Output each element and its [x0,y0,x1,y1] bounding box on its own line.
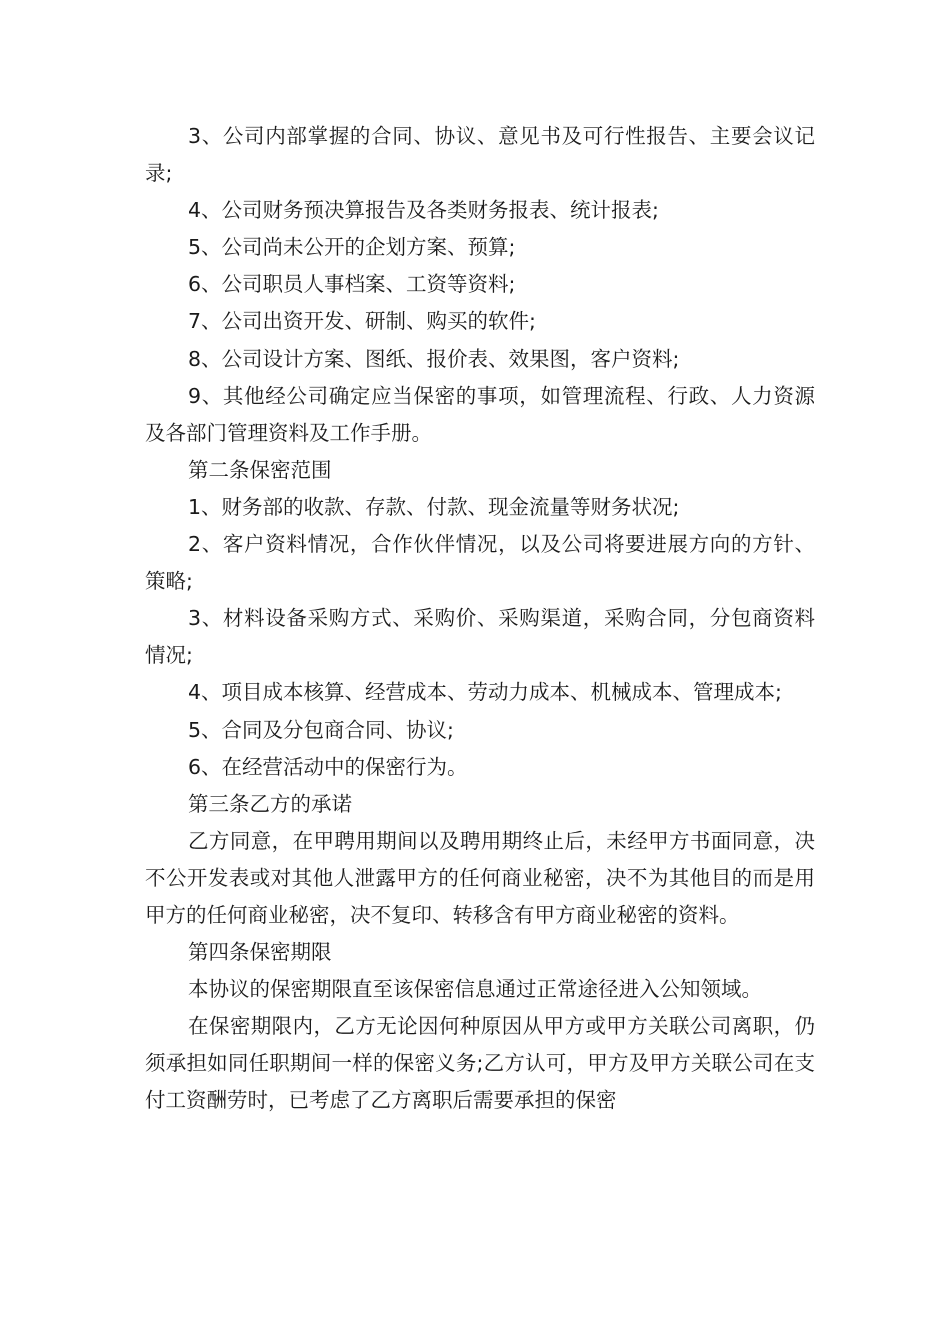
scope-item-finance: 1、财务部的收款、存款、付款、现金流量等财务状况; [188,494,680,519]
scope-item-costs: 4、项目成本核算、经营成本、劳动力成本、机械成本、管理成本; [188,680,782,705]
term-paragraph-2: 在保密期限内，乙方无论因何种原因从甲方或甲方关联公司离职，仍须承担如同任职期间一样的保密义务;乙方认可，甲方及甲方关联公司在支付工资酬劳时，已考虑了乙方离职后需要承担的保密 [145,1014,815,1113]
section-heading-term: 第四条保密期限 [188,940,332,965]
list-item-personnel-files: 6、公司职员人事档案、工资等资料; [188,272,516,297]
scope-item-contracts: 5、合同及分包商合同、协议; [188,717,454,742]
section-heading-commitment: 第三条乙方的承诺 [188,791,352,816]
term-paragraph-1: 本协议的保密期限直至该保密信息通过正常途径进入公知领域。 [188,977,762,1002]
list-item-meeting-records: 3、公司内部掌握的合同、协议、意见书及可行性报告、主要会议记录; [145,124,815,186]
list-item-financial-reports: 4、公司财务预决算报告及各类财务报表、统计报表; [188,198,659,223]
commitment-paragraph: 乙方同意，在甲聘用期间以及聘用期终止后，未经甲方书面同意，决不公开发表或对其他人泄露甲方的任何商业秘密，决不为其他目的而是用甲方的任何商业秘密，决不复印、转移含有甲方商业秘密的资料。 [145,828,815,927]
scope-item-procurement: 3、材料设备采购方式、采购价、采购渠道，采购合同，分包商资料情况; [145,606,815,668]
scope-item-clients: 2、客户资料情况，合作伙伴情况，以及公司将要进展方向的方针、策略; [145,532,815,594]
scope-item-conduct: 6、在经营活动中的保密行为。 [188,754,468,779]
document-body [145,118,815,1120]
list-item-software: 7、公司出资开发、研制、购买的软件; [188,309,536,334]
list-item-design-plans: 8、公司设计方案、图纸、报价表、效果图，客户资料; [188,346,680,371]
section-heading-scope: 第二条保密范围 [188,457,332,482]
list-item-other-matters: 9、其他经公司确定应当保密的事项，如管理流程、行政、人力资源及各部门管理资料及工作手册。 [145,383,815,445]
list-item-planning-budget: 5、公司尚未公开的企划方案、预算; [188,235,516,260]
